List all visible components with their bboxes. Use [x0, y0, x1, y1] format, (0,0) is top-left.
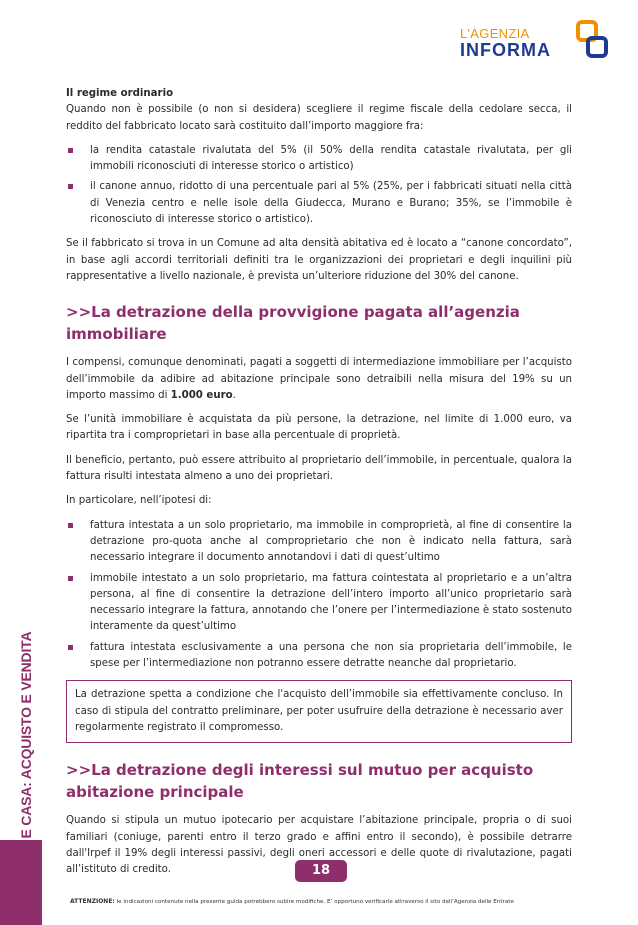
agenzia-informa-logo — [460, 20, 610, 62]
list-item: immobile intestato a un solo proprietario, ma fattura cointestata al proprietario e a un’altra persona, al fine di consentire la detrazione dell’intero importo all’unico proprietario sarà necessario integrare la fattura, annotando che l’onere per l’intermediazione è stato sostenuto interamente da quest’ultimo — [66, 571, 572, 636]
footer-disclaimer — [70, 898, 610, 905]
paragraph — [66, 355, 572, 404]
paragraph: Quando si stipula un mutuo ipotecario per acquistare l’abitazione principale, propria o di suoi familiari (coniuge, parenti entro il terzo grado e affini entro il secondo), è possibile detrarre dall'Irpef il 19% degli interessi passivi, degli oneri accessori e delle quote di rivalutazione, pagati all’istituto di credito. — [66, 815, 572, 876]
text-span: . — [232, 389, 236, 401]
main-content — [66, 86, 572, 886]
list-item: fattura intestata esclusivamente a una persona che non sia proprietaria dell’immobile, le spese per l’intermediazione non potranno essere detratte neanche dal proprietario. — [66, 640, 572, 673]
logo-mark-icon — [576, 20, 608, 60]
section-heading-provvigione: >>La detrazione della provvigione pagata all’agenzia immobiliare — [66, 303, 520, 344]
page-number: 18 — [295, 860, 347, 882]
bold-amount: 1.000 euro — [170, 389, 233, 401]
footer-label: ATTENZIONE: — [70, 898, 115, 905]
bullet-list — [66, 143, 572, 228]
section-title-regime-ordinario: Il regime ordinario — [66, 88, 174, 99]
paragraph: Se l’unità immobiliare è acquistata da più persone, la detrazione, nel limite di 1.000 euro, va ripartita tra i comproprietari in base alla percentuale di proprietà. — [66, 414, 572, 442]
note-box: La detrazione spetta a condizione che l'acquisto dell’immobile sia effettivamente concluso. In caso di stipula del contratto preliminare, per poter usufruire della detrazione è necessario aver regolarmente registrato il compromesso. — [66, 680, 572, 743]
list-item: la rendita catastale rivalutata del 5% (il 50% della rendita catastale rivalutata, per gli immobili riconosciuti di interesse storico o artistico) — [66, 143, 572, 176]
logo-top-text: L'AGENZIA — [460, 26, 530, 41]
text-span: I compensi, comunque denominati, pagati a soggetti di intermediazione immobiliare per l’acquisto dell’immobile da adibire ad abitazione principale sono detraibili nella misura del 19% su un importo massimo di — [66, 357, 572, 401]
paragraph: Quando non è possibile (o non si desidera) scegliere il regime fiscale della cedolare secca, il reddito del fabbricato locato sarà costituito dall’importo maggiore fra: — [66, 104, 572, 132]
side-section-label: FISCO E CASA: ACQUISTO E VENDITA — [18, 631, 34, 884]
list-item: il canone annuo, ridotto di una percentuale pari al 5% (25%, per i fabbricati situati nella città di Venezia centro e nelle isole della Giudecca, Murano e Burano; 35%, se l’immobile è riconosciuto di interesse storico o artistico). — [66, 179, 572, 228]
list-item: fattura intestata a un solo proprietario, ma immobile in comproprietà, al fine di consentire la detrazione pro-quota anche al comproprietario che non è indicato nella fattura, sarà necessario integrare il documento annotandovi i dati di quest’ultimo — [66, 518, 572, 567]
footer-text: le indicazioni contenute nella presente guida potrebbero subire modifiche. E’ opportuno verificarle attraverso il sito dell’Agenzia delle Entrate — [114, 899, 514, 905]
paragraph: Se il fabbricato si trova in un Comune ad alta densità abitativa ed è locato a “canone concordato”, in base agli accordi territoriali definiti tra le organizzazioni dei proprietari e degli inquilini più rappresentative a livello nazionale, è prevista un’ulteriore riduzione del 30% del canone. — [66, 238, 572, 282]
paragraph: Il beneficio, pertanto, può essere attribuito al proprietario dell’immobile, in percentuale, qualora la fattura risulti intestata almeno a uno dei proprietari. — [66, 454, 572, 483]
paragraph: In particolare, nell’ipotesi di: — [66, 495, 212, 507]
bullet-list — [66, 518, 572, 673]
section-heading-interessi-mutuo: >>La detrazione degli interessi sul mutuo per acquisto abitazione principale — [66, 761, 534, 802]
logo-bottom-text: INFORMA — [460, 40, 551, 60]
